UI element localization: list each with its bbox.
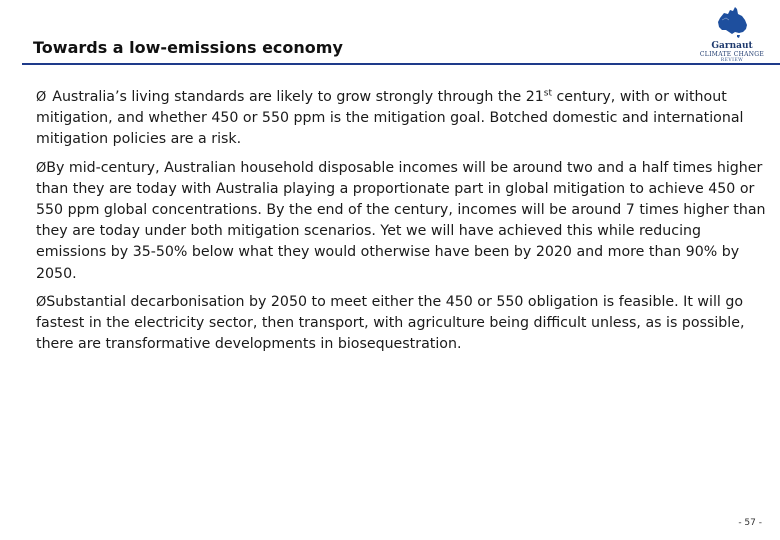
bullet-2-text: By mid-century, Australian household disposable incomes will be around two and a half times higher than they are today with Australia playing a proportionate part in global mitigation to achieve 450 or 550 ppm global concentrations. By the end of the century, incomes will be around 7 times higher than they are today under both mitigation scenarios. Yet we will have achieved this while reducing emissions by 35-50% below what they would otherwise have been by 2020 and more than 90% by 2050. <box>36 159 766 282</box>
logo-name: Garnaut <box>711 41 753 51</box>
arrow-bullet-icon: Ø <box>36 90 47 105</box>
bullet-3-text: Substantial decarbonisation by 2050 to meet either the 450 or 550 obligation is feasible. It will go fastest in the electricity sector, then transport, with agriculture being difficult unless, as is possible, there are transformative developments in biosequestration. <box>36 293 745 353</box>
bullet-item-1 <box>36 87 772 151</box>
slide-title: Towards a low-emissions economy <box>33 38 343 57</box>
arrow-bullet-icon: Ø <box>36 294 47 310</box>
arrow-bullet-icon: Ø <box>36 160 47 176</box>
logo-subtitle: CLIMATE CHANGE <box>699 51 765 58</box>
title-divider <box>22 63 780 65</box>
australia-map-icon <box>716 4 750 40</box>
bullet-1-text-pre: Australia’s living standards are likely to grow strongly through the 21 <box>52 89 544 105</box>
logo-review: REVIEW <box>720 58 744 63</box>
bullet-item-2 <box>36 158 772 285</box>
bullet-1-text-post: century, with or without mitigation, and whether 450 or 550 ppm is the mitigation goal. Botched domestic and international mitigation policies are a risk. <box>36 89 744 148</box>
page-number: - 57 - <box>738 518 762 528</box>
garnaut-review-logo <box>692 4 772 64</box>
bullet-item-3 <box>36 292 772 356</box>
bullet-list <box>36 87 772 362</box>
bullet-1-superscript: st <box>543 88 552 99</box>
